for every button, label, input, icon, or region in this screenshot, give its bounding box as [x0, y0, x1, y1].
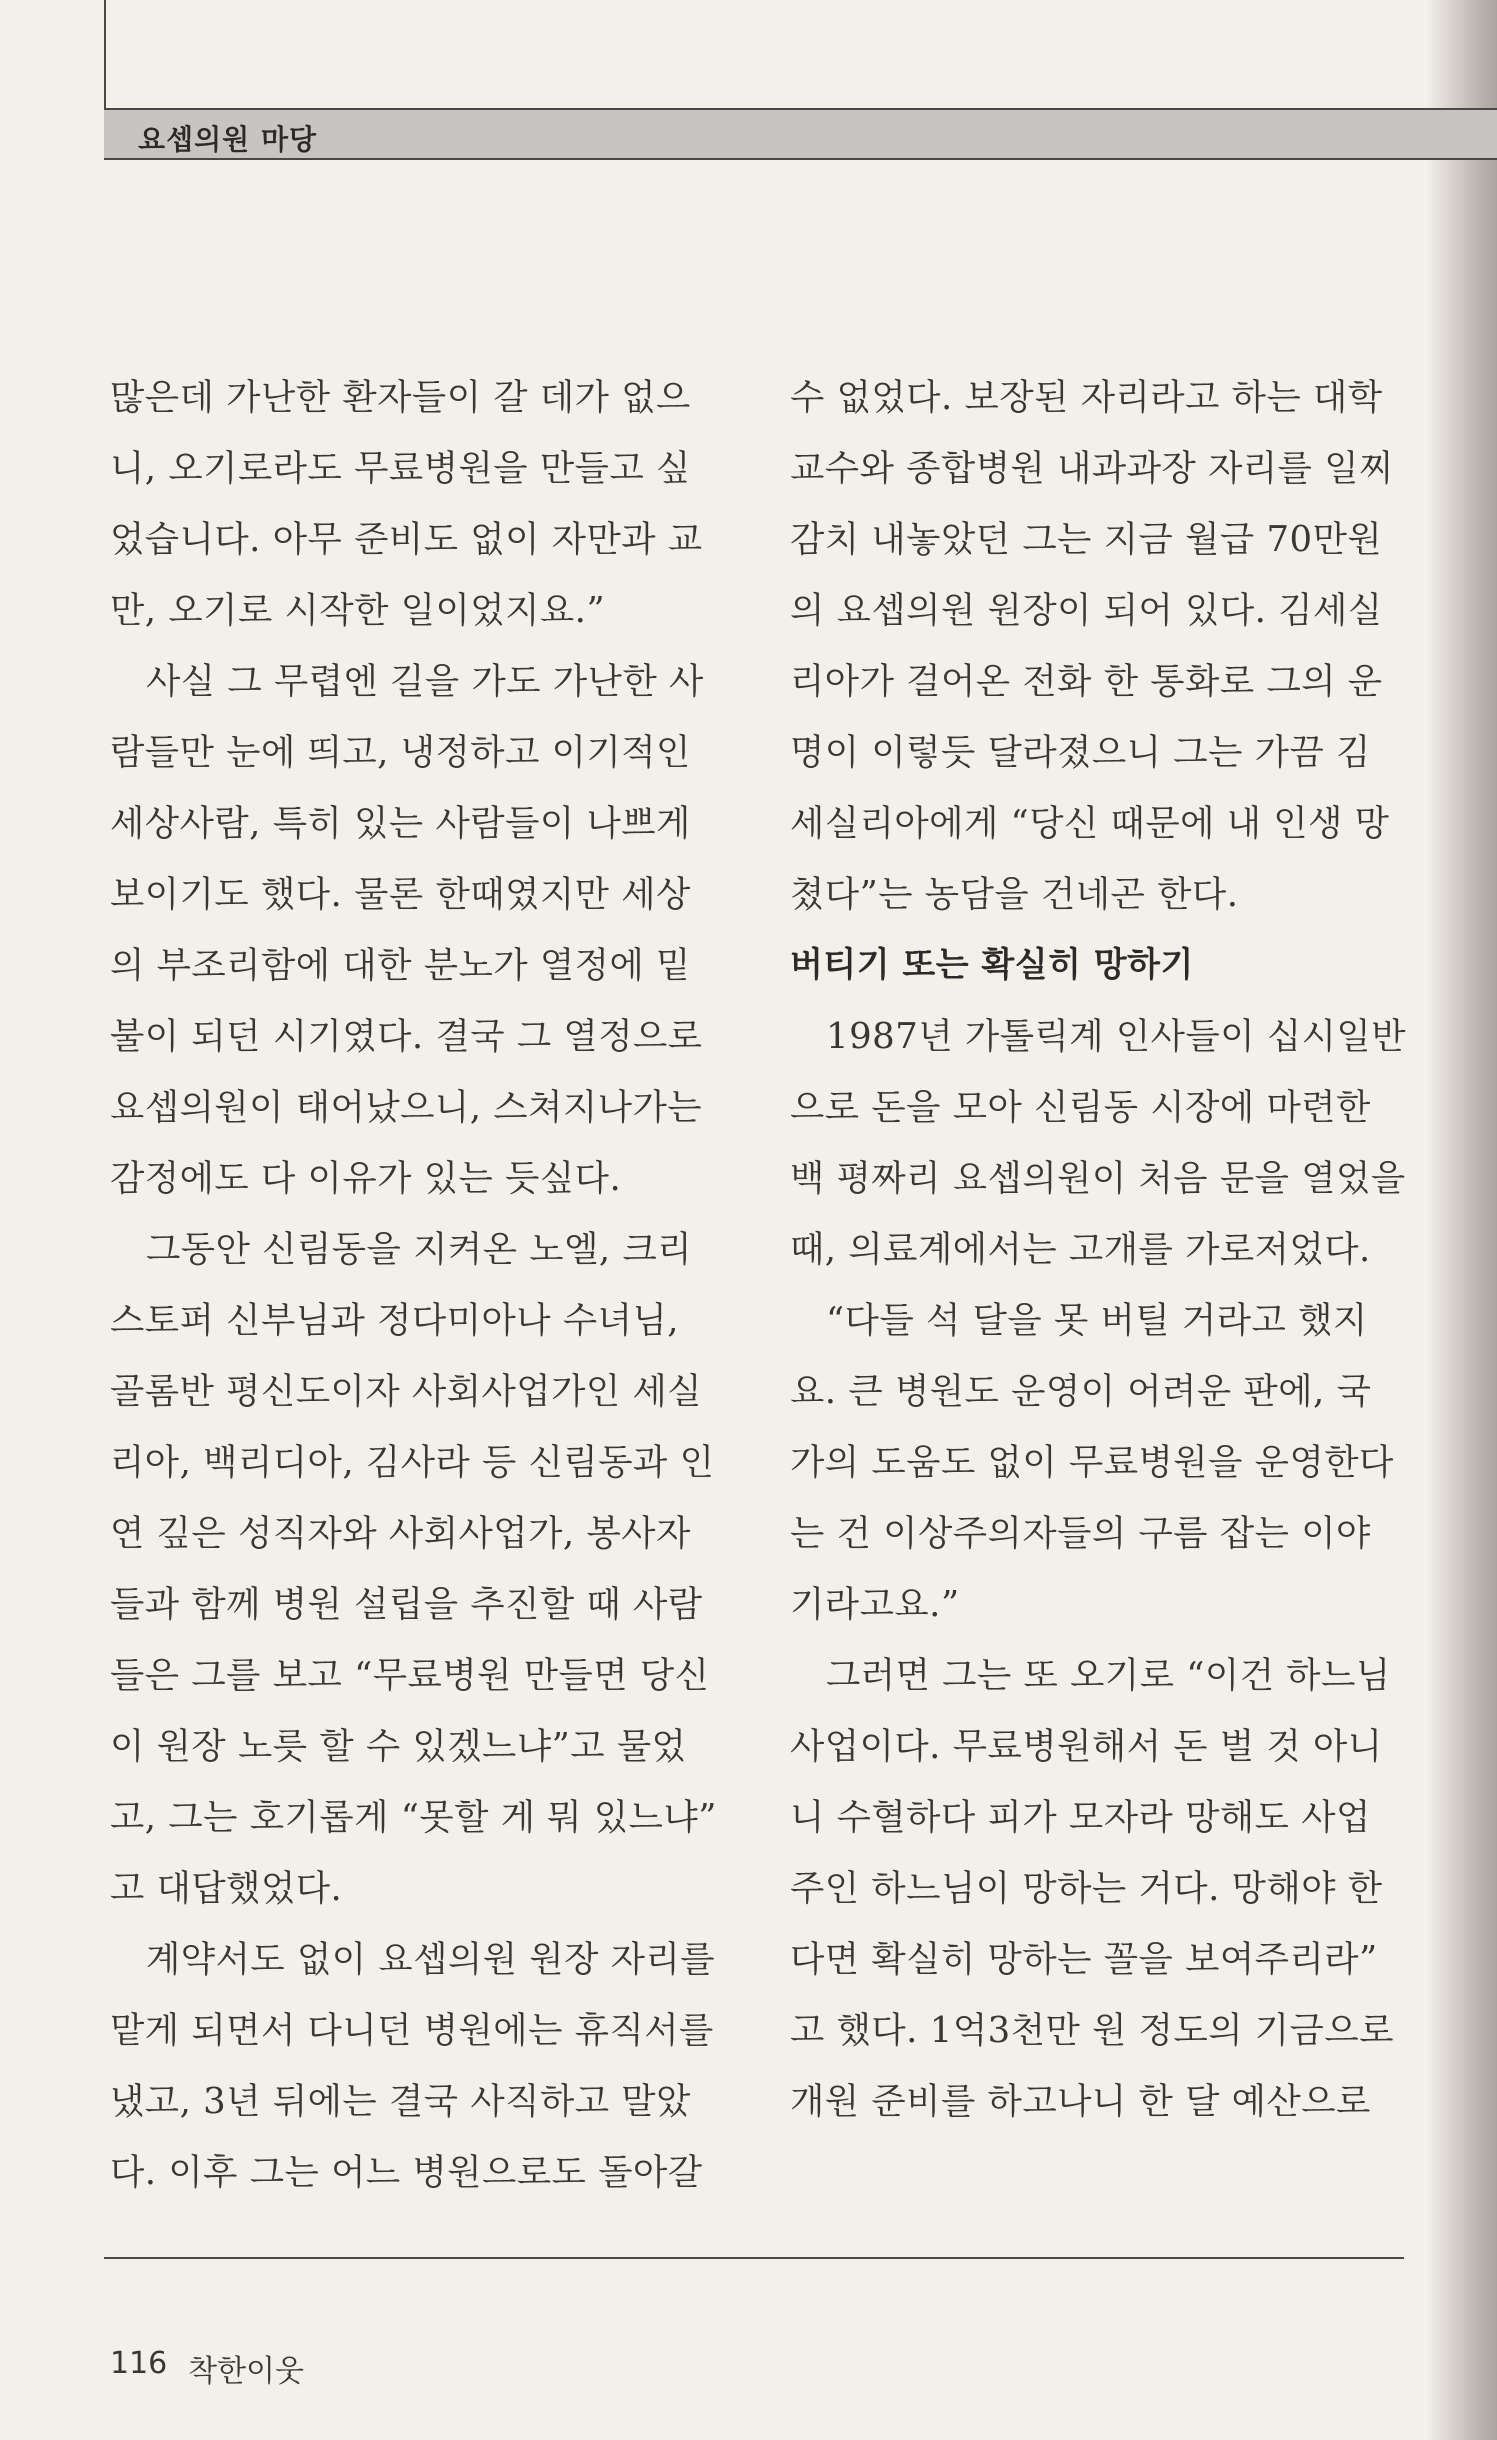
text-line: 냈고, 3년 뒤에는 결국 사직하고 말았 [110, 2081, 691, 2122]
text-line: 백 평짜리 요셉의원이 처음 문을 열었을 [790, 1158, 1406, 1199]
text-line: 이 원장 노릇 할 수 있겠느냐”고 물었 [110, 1726, 687, 1767]
footer-divider [104, 2257, 1404, 2259]
text-line: 그러면 그는 또 오기로 “이건 하느님 [790, 1655, 1391, 1696]
text-line: 의 부조리함에 대한 분노가 열정에 밑 [110, 945, 691, 986]
text-line: 니 수혈하다 피가 모자라 망해도 사업 [790, 1797, 1371, 1838]
right-column [790, 362, 1410, 2137]
text-line: 세실리아에게 “당신 때문에 내 인생 망 [790, 803, 1390, 844]
text-line: 많은데 가난한 환자들이 갈 데가 없으 [110, 377, 691, 418]
text-line: 감치 내놓았던 그는 지금 월급 70만원 [790, 519, 1383, 560]
text-line: 스토퍼 신부님과 정다미아나 수녀님, [110, 1300, 680, 1341]
text-line: 1987년 가톨릭계 인사들이 십시일반 [790, 1016, 1407, 1057]
text-line: 연 깊은 성직자와 사회사업가, 봉사자 [110, 1513, 691, 1554]
text-line: 들은 그를 보고 “무료병원 만들면 당신 [110, 1655, 710, 1696]
page-gutter-shadow [1427, 0, 1497, 2440]
text-line: 기라고요.” [790, 1584, 960, 1625]
text-line: 었습니다. 아무 준비도 없이 자만과 교 [110, 519, 703, 560]
text-line: 명이 이렇듯 달라졌으니 그는 가끔 김 [790, 732, 1371, 773]
text-line: 요. 큰 병원도 운영이 어려운 판에, 국 [790, 1371, 1372, 1412]
text-line: 교수와 종합병원 내과과장 자리를 일찌 [790, 448, 1394, 489]
page-number: 116 [110, 2346, 168, 2381]
text-line: 다. 이후 그는 어느 병원으로도 돌아갈 [110, 2152, 703, 2193]
text-line: 들과 함께 병원 설립을 추진할 때 사람 [110, 1584, 703, 1625]
left-column [110, 362, 730, 2208]
magazine-name: 착한이웃 [188, 2354, 304, 2389]
text-line: 만, 오기로 시작한 일이었지요.” [110, 590, 606, 631]
text-line: 개원 준비를 하고나니 한 달 예산으로 [790, 2081, 1371, 2122]
text-line: 맡게 되면서 다니던 병원에는 휴직서를 [110, 2010, 714, 2051]
section-header [104, 108, 1497, 160]
text-line: 다면 확실히 망하는 꼴을 보여주리라” [790, 1939, 1378, 1980]
text-line: 리아, 백리디아, 김사라 등 신림동과 인 [110, 1442, 715, 1483]
text-line: 수 없었다. 보장된 자리라고 하는 대학 [790, 377, 1383, 418]
text-line: 사실 그 무렵엔 길을 가도 가난한 사 [110, 661, 704, 702]
text-line: 니, 오기로라도 무료병원을 만들고 싶 [110, 448, 691, 489]
text-line: 람들만 눈에 띄고, 냉정하고 이기적인 [110, 732, 691, 773]
text-line: 감정에도 다 이유가 있는 듯싶다. [110, 1158, 622, 1199]
text-line: 의 요셉의원 원장이 되어 있다. 김세실 [790, 590, 1383, 631]
text-line: 가의 도움도 없이 무료병원을 운영한다 [790, 1442, 1394, 1483]
text-line: “다들 석 달을 못 버틸 거라고 했지 [790, 1300, 1368, 1341]
right-column-intro [790, 362, 1410, 930]
text-line: 리아가 걸어온 전화 한 통화로 그의 운 [790, 661, 1383, 702]
text-line: 고, 그는 호기롭게 “못할 게 뭐 있느냐” [110, 1797, 717, 1838]
subsection-heading: 버티기 또는 확실히 망하기 [790, 945, 1194, 985]
text-line: 으로 돈을 모아 신림동 시장에 마련한 [790, 1087, 1371, 1128]
text-line: 고 대답했었다. [110, 1868, 343, 1909]
text-line: 요셉의원이 태어났으니, 스쳐지나가는 [110, 1087, 703, 1128]
text-line: 쳤다”는 농담을 건네곤 한다. [790, 874, 1239, 915]
text-line: 고 했다. 1억3천만 원 정도의 기금으로 [790, 2010, 1394, 2051]
text-line: 그동안 신림동을 지켜온 노엘, 크리 [110, 1229, 693, 1270]
text-line: 골롬반 평신도이자 사회사업가인 세실 [110, 1371, 703, 1412]
text-line: 계약서도 없이 요셉의원 원장 자리를 [110, 1939, 716, 1980]
right-column-body [790, 1001, 1410, 2137]
text-line: 때, 의료계에서는 고개를 가로저었다. [790, 1229, 1371, 1270]
text-line: 불이 되던 시기였다. 결국 그 열정으로 [110, 1016, 703, 1057]
section-title: 요셉의원 마당 [138, 123, 318, 156]
text-line: 보이기도 했다. 물론 한때였지만 세상 [110, 874, 691, 915]
text-line: 는 건 이상주의자들의 구름 잡는 이야 [790, 1513, 1371, 1554]
text-line: 사업이다. 무료병원해서 돈 벌 것 아니 [790, 1726, 1383, 1767]
text-line: 세상사람, 특히 있는 사람들이 나쁘게 [110, 803, 691, 844]
text-line: 주인 하느님이 망하는 거다. 망해야 한 [790, 1868, 1383, 1909]
